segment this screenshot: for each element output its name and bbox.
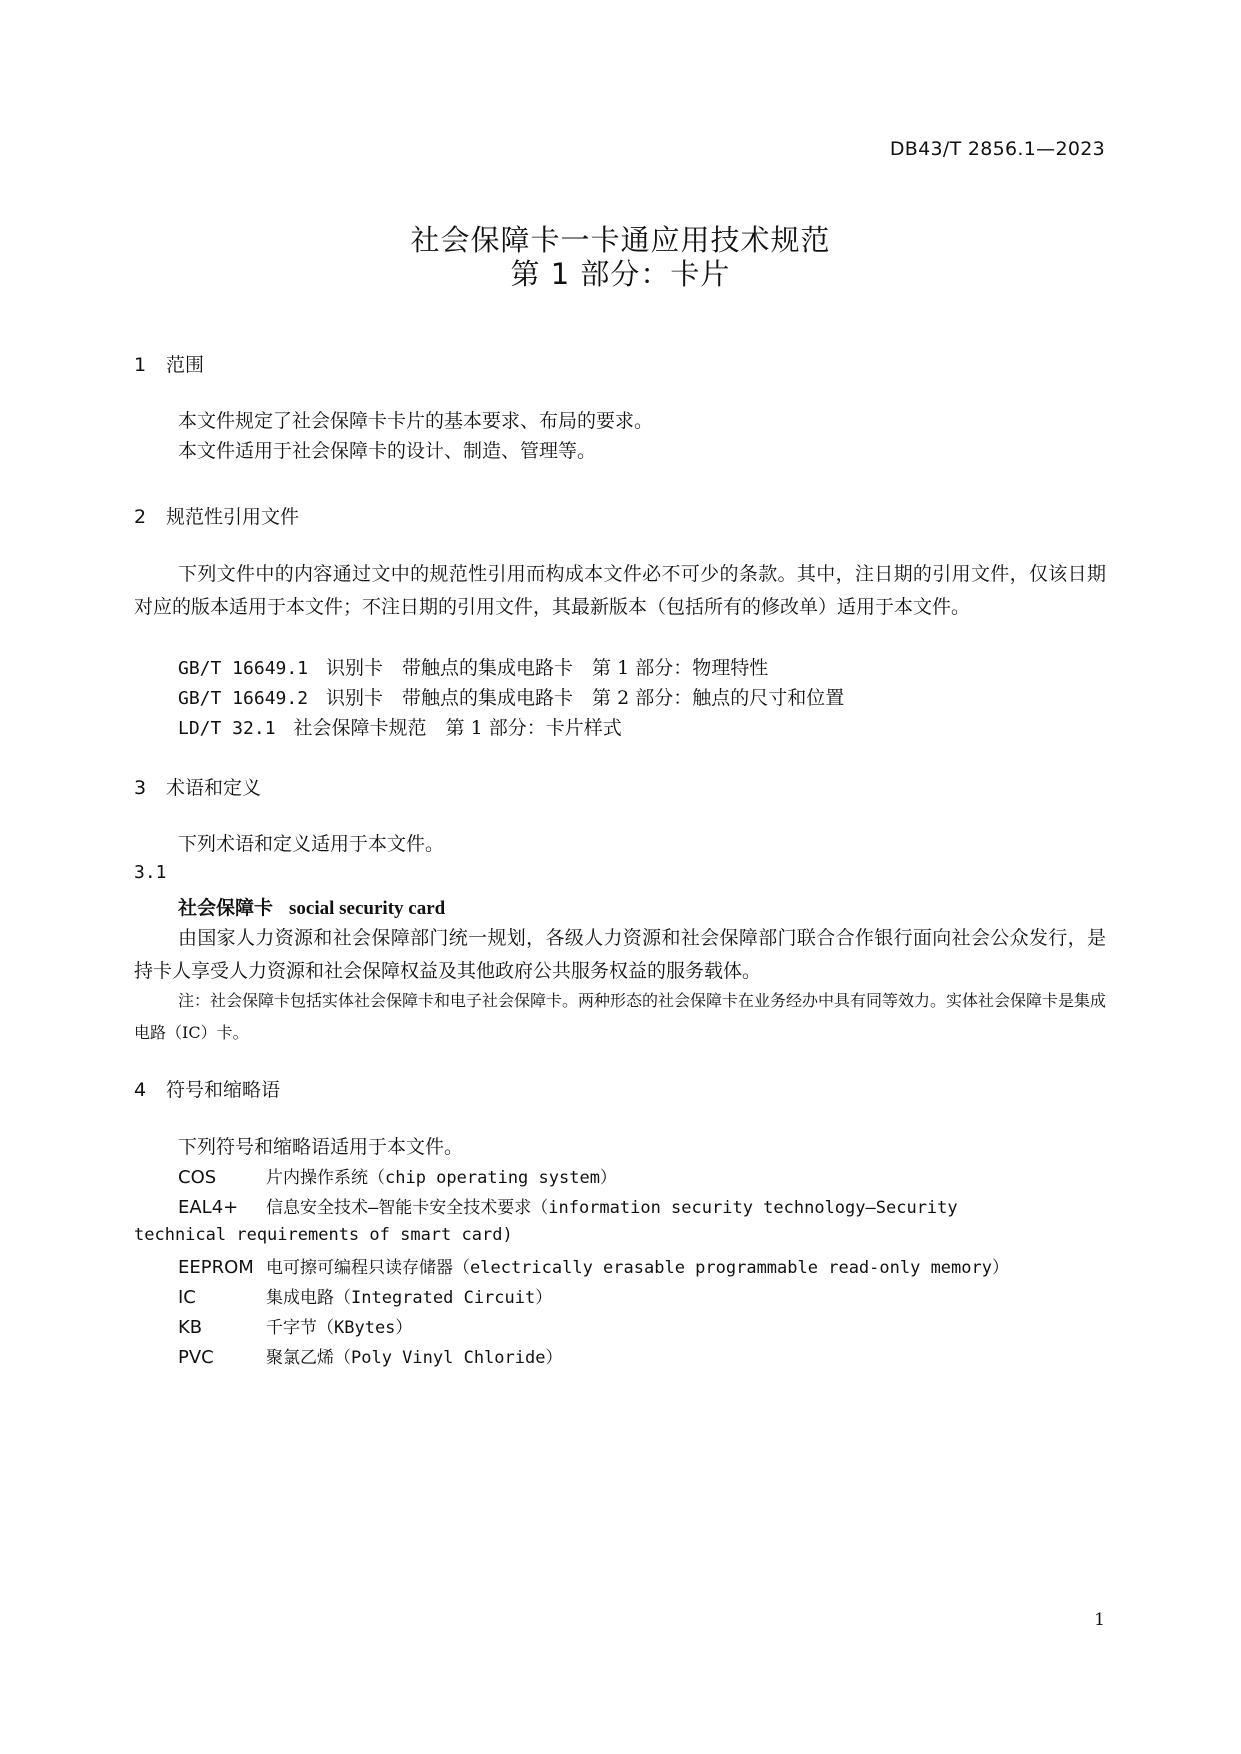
abbreviation-key: EAL4+ (178, 1197, 239, 1218)
abbreviation-key: IC (178, 1287, 196, 1308)
term-number: 3.1 (134, 862, 167, 883)
document-subtitle: 第 1 部分：卡片 (510, 257, 731, 291)
section-title: 符号和缩略语 (166, 1079, 281, 1101)
abbreviation-item (178, 1253, 1009, 1278)
page-number: 1 (1094, 1610, 1105, 1630)
abbreviation-key: COS (178, 1167, 217, 1188)
reference-title: 社会保障卡规范 第 1 部分：卡片样式 (293, 717, 622, 739)
abbreviation-item (178, 1193, 958, 1218)
abbreviation-description: 电可擦可编程只读存储器（electrically erasable programmable read-only memory） (266, 1258, 1009, 1278)
abbreviation-key: KB (178, 1317, 203, 1338)
abbreviation-description: 聚氯乙烯（Poly Vinyl Chloride） (266, 1348, 563, 1368)
abbreviation-description: 集成电路（Integrated Circuit） (266, 1288, 553, 1308)
abbreviation-item (178, 1283, 552, 1308)
abbreviation-key: EEPROM (178, 1257, 254, 1278)
paragraph: 本文件适用于社会保障卡的设计、制造、管理等。 (178, 440, 597, 462)
reference-title: 识别卡 带触点的集成电路卡 第 2 部分：触点的尺寸和位置 (326, 687, 845, 709)
abbreviation-description: 千字节（KBytes） (266, 1318, 413, 1338)
abbreviation-item (178, 1343, 562, 1368)
section-title: 范围 (166, 354, 205, 376)
abbreviation-continuation (134, 1223, 513, 1245)
reference-code: LD/T 32.1 (178, 718, 276, 739)
section-title: 规范性引用文件 (166, 506, 300, 528)
abbreviation-description: 片内操作系统（chip operating system） (266, 1168, 617, 1188)
paragraph: 本文件规定了社会保障卡卡片的基本要求、布局的要求。 (178, 410, 654, 432)
section-heading-scope (134, 350, 204, 377)
term-english: social security card (289, 898, 446, 919)
term-note: 注：社会保障卡包括实体社会保障卡和电子社会保障卡。两种形态的社会保障卡在业务经办中具有同等效力。实体社会保障卡是集成电路（IC）卡。 (134, 991, 1107, 1042)
abbreviation-key: PVC (178, 1347, 214, 1368)
section-number: 4 (134, 1079, 147, 1101)
reference-code: GB/T 16649.2 (178, 688, 309, 709)
document-code: DB43/T 2856.1—2023 (889, 138, 1105, 160)
paragraph: 下列术语和定义适用于本文件。 (178, 833, 445, 855)
reference-item (178, 713, 622, 740)
section-number: 1 (134, 354, 147, 376)
reference-item (178, 683, 844, 710)
term-chinese: 社会保障卡 (178, 897, 274, 919)
paragraph: 下列符号和缩略语适用于本文件。 (178, 1136, 464, 1158)
section-number: 2 (134, 506, 147, 528)
section-heading-abbreviations (134, 1075, 280, 1102)
document-title: 社会保障卡一卡通应用技术规范 (410, 223, 831, 257)
abbreviation-description: 信息安全技术—智能卡安全技术要求（information security technology—Security (266, 1198, 958, 1218)
abbreviation-item (178, 1313, 412, 1338)
reference-code: GB/T 16649.1 (178, 658, 309, 679)
section-heading-terms (134, 773, 261, 800)
section-heading-normative-references (134, 502, 299, 529)
abbreviation-item (178, 1163, 617, 1188)
reference-item (178, 653, 768, 680)
term-entry (178, 893, 445, 920)
section-title: 术语和定义 (166, 777, 262, 799)
reference-title: 识别卡 带触点的集成电路卡 第 1 部分：物理特性 (326, 657, 769, 679)
section-number: 3 (134, 777, 147, 799)
paragraph: 下列文件中的内容通过文中的规范性引用而构成本文件必不可少的条款。其中，注日期的引用文件，仅该日期对应的版本适用于本文件；不注日期的引用文件，其最新版本（包括所有的修改单）适用于本文件。 (134, 563, 1106, 618)
term-definition: 由国家人力资源和社会保障部门统一规划，各级人力资源和社会保障部门联合合作银行面向社会公众发行，是持卡人享受人力资源和社会保障权益及其他政府公共服务权益的服务载体。 (134, 927, 1106, 982)
abbreviation-description-continued: technical requirements of smart card) (134, 1225, 513, 1245)
